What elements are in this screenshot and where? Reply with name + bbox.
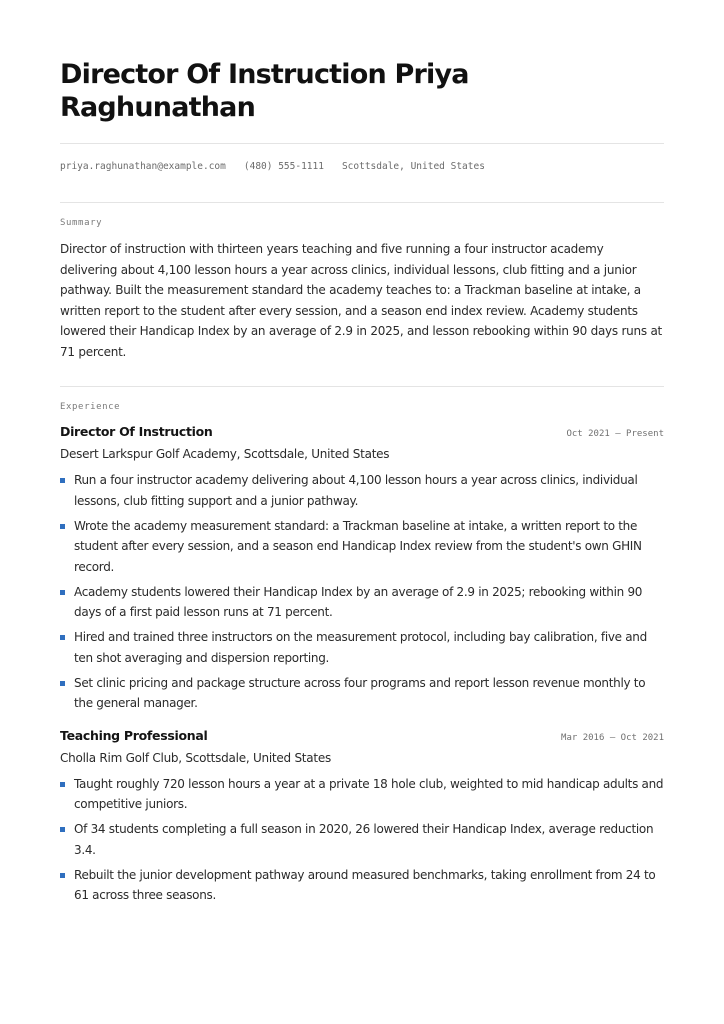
divider [60,386,664,387]
bullet-square-icon [60,827,65,832]
bullet-text: Run a four instructor academy delivering about 4,100 lesson hours a year across clinics, individual lessons, club fitting support and a junior pathway. [74,473,638,508]
bullet-item [60,516,664,578]
job-company: Desert Larkspur Golf Academy, Scottsdale, United States [60,447,390,461]
bullet-square-icon [60,782,65,787]
contact-phone: (480) 555-1111 [243,161,324,172]
job-header [60,728,664,748]
bullet-text: Academy students lowered their Handicap Index by an average of 2.9 in 2025; rebooking within 90 days of a first paid lesson runs at 71 percent. [74,584,643,619]
bullet-item [60,819,664,860]
contact-email: priya.raghunathan@example.com [60,161,226,172]
bullet-item [60,673,664,714]
bullet-text: Taught roughly 720 lesson hours a year at a private 18 hole club, weighted to mid handicap adults and competitive juniors. [74,776,664,811]
bullet-square-icon [60,635,65,640]
bullet-square-icon [60,524,65,529]
resume-name: Director Of Instruction Priya Raghunathan [60,59,469,123]
bullet-text: Rebuilt the junior development pathway around measured benchmarks, taking enrollment from 24 to 61 across three seasons. [74,867,656,902]
bullet-text: Of 34 students completing a full season in 2020, 26 lowered their Handicap Index, average reduction 3.4. [74,822,654,857]
bullet-text: Set clinic pricing and package structure across four programs and report lesson revenue monthly to the general manager. [74,675,646,710]
job-title: Director Of Instruction [60,424,213,439]
experience-heading: Experience [60,402,121,412]
contact-location: Scottsdale, United States [341,161,485,172]
summary-section [60,217,664,362]
contact-line [60,144,664,202]
job-bullets [60,470,664,714]
bullet-text: Hired and trained three instructors on the measurement protocol, including bay calibration, five and ten shot averaging and dispersion reporting. [74,630,647,665]
bullet-text: Wrote the academy measurement standard: a Trackman baseline at intake, a written report to the student after every session, and a season end Handicap Index review from the student's own GHIN record. [74,518,642,574]
job-entry [60,424,664,714]
job-title: Teaching Professional [60,727,208,743]
bullet-square-icon [60,681,65,686]
summary-heading: Summary [60,218,103,228]
divider [60,202,664,203]
job-company: Cholla Rim Golf Club, Scottsdale, United States [60,750,331,765]
resume-page [60,0,664,910]
experience-section [60,401,664,906]
job-bullets [60,774,664,906]
job-entry [60,728,664,906]
bullet-item [60,470,664,511]
bullet-item [60,582,664,623]
bullet-square-icon [60,590,65,595]
summary-text: Director of instruction with thirteen years teaching and five running a four instructor academy delivering about 4,100 lesson hours a year across clinics, individual lessons, club fitting and a junior pathway. Built the measurement standard the academy teaches to: a Trackman baseline at intake, a written report to the student after every session, and a season end index review. Academy students lowered their Handicap Index by an average of 2.9 in 2025, and lesson rebooking within 90 days runs at 71 percent. [60,242,662,359]
job-dates: Mar 2016 — Oct 2021 [561,732,664,743]
bullet-square-icon [60,478,65,483]
job-dates: Oct 2021 — Present [566,429,664,439]
bullet-item [60,774,664,815]
bullet-square-icon [60,873,65,878]
bullet-item [60,865,664,906]
job-header [60,424,664,444]
bullet-item [60,627,664,668]
